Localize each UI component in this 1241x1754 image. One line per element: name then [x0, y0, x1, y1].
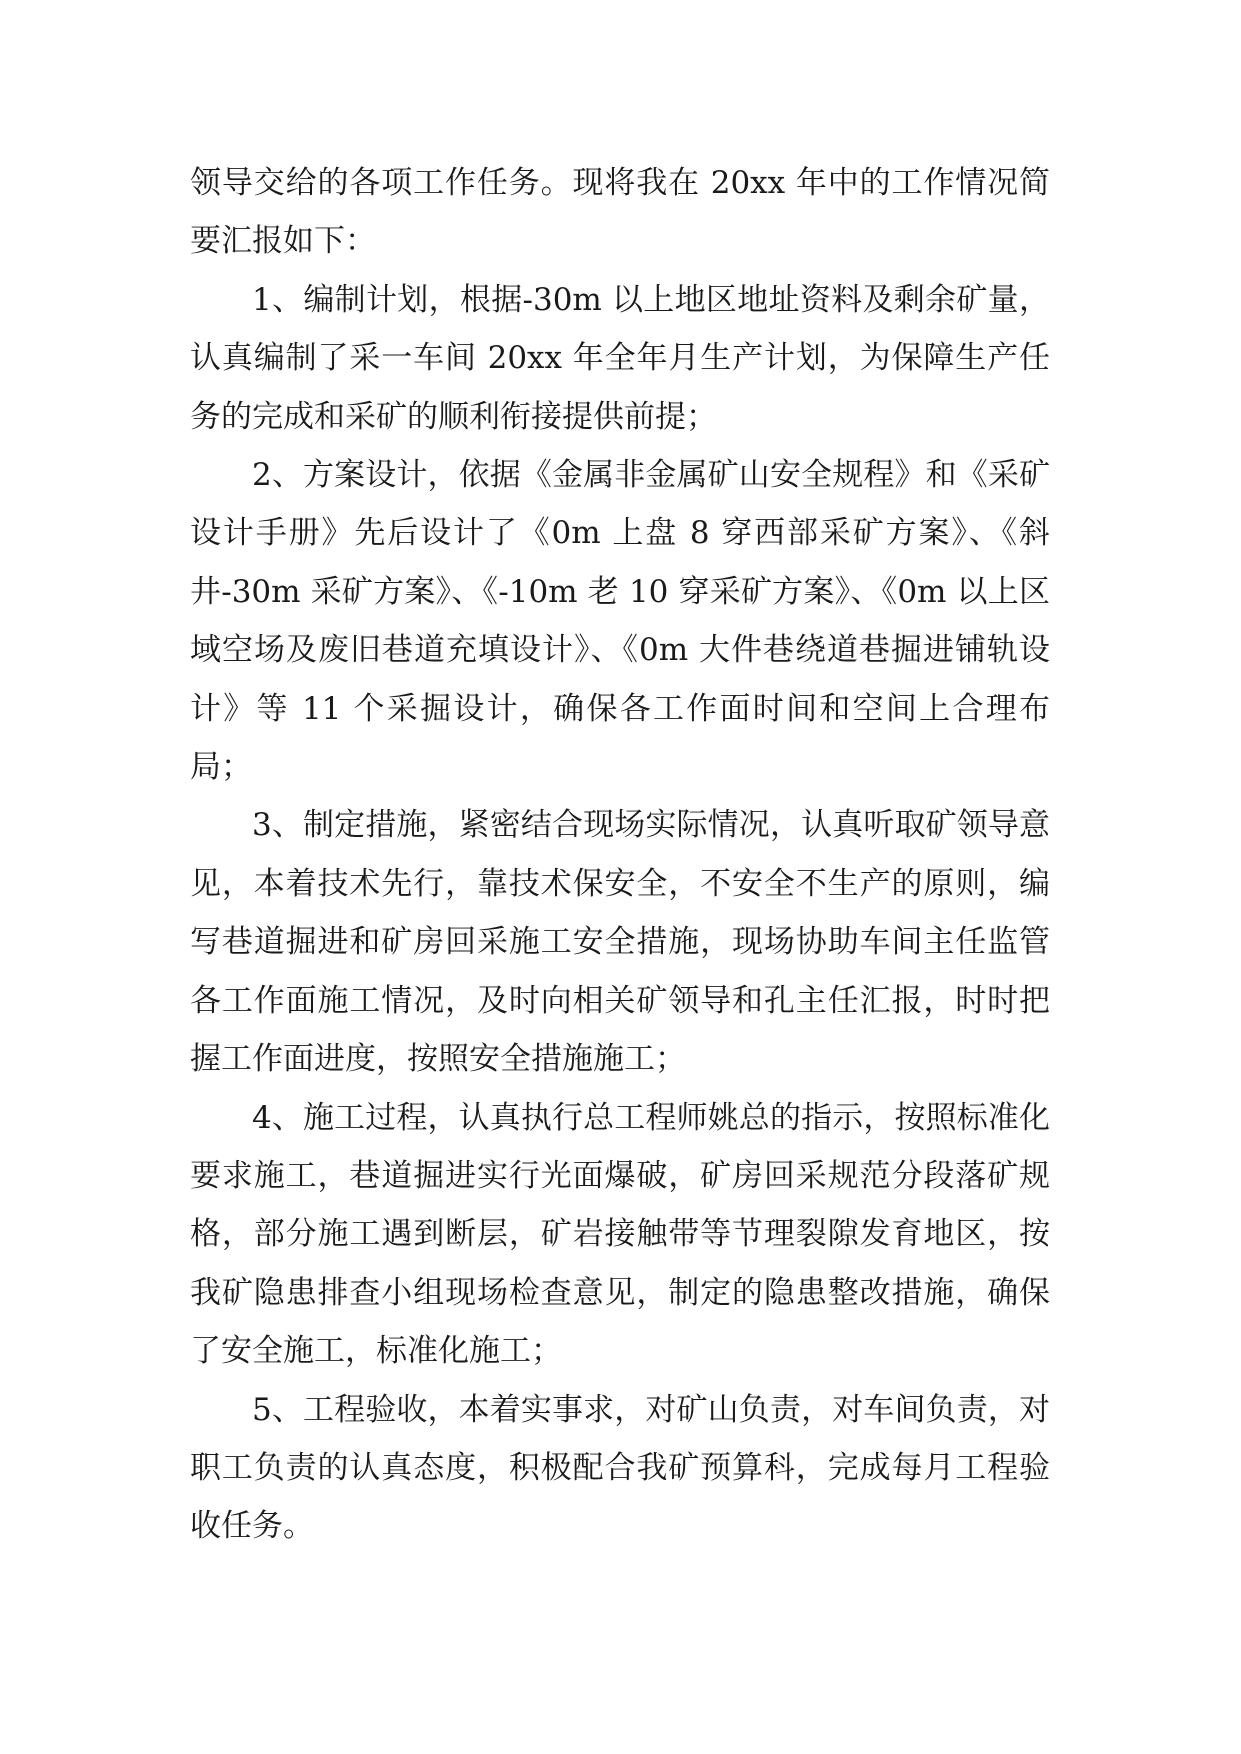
paragraph-item-3-measures: 3、制定措施，紧密结合现场实际情况，认真听取矿领导意见，本着技术先行，靠技术保安全，不安全不生产的原则，编写巷道掘进和矿房回采施工安全措施，现场协助车间主任监管各工作面施工情况，及时向相关矿领导和孔主任汇报，时时把握工作面进度，按照安全措施施工；	[190, 807, 1050, 1078]
paragraph-item-5-acceptance: 5、工程验收，本着实事求，对矿山负责，对车间负责，对职工负责的认真态度，积极配合我矿预算科，完成每月工程验收任务。	[190, 1391, 1050, 1545]
paragraph-intro-continuation: 领导交给的各项工作任务。现将我在 20xx 年中的工作情况简要汇报如下：	[190, 165, 1050, 260]
paragraph-item-4-construction: 4、施工过程，认真执行总工程师姚总的指示，按照标准化要求施工，巷道掘进实行光面爆破，矿房回采规范分段落矿规格，部分施工遇到断层，矿岩接触带等节理裂隙发育地区，按我矿隐患排查小组现场检查意见，制定的隐患整改措施，确保了安全施工，标准化施工；	[190, 1099, 1050, 1370]
paragraph-item-2-design: 2、方案设计，依据《金属非金属矿山安全规程》和《采矿设计手册》先后设计了《0m 上盘 8 穿西部采矿方案》、《斜井-30m 采矿方案》、《-10m 老 10 穿采矿方案》、《0m 以上区域空场及废旧巷道充填设计》、《0m 大件巷绕道巷掘进铺轨设计》等 11 个采掘设计，确保各工作面时间和空间上合理布局；	[190, 457, 1050, 786]
document-body	[190, 154, 1050, 1556]
paragraph-item-1-planning: 1、编制计划，根据-30m 以上地区地址资料及剩余矿量，认真编制了采一车间 20xx 年全年月生产计划，为保障生产任务的完成和采矿的顺利衔接提供前提；	[190, 281, 1050, 435]
